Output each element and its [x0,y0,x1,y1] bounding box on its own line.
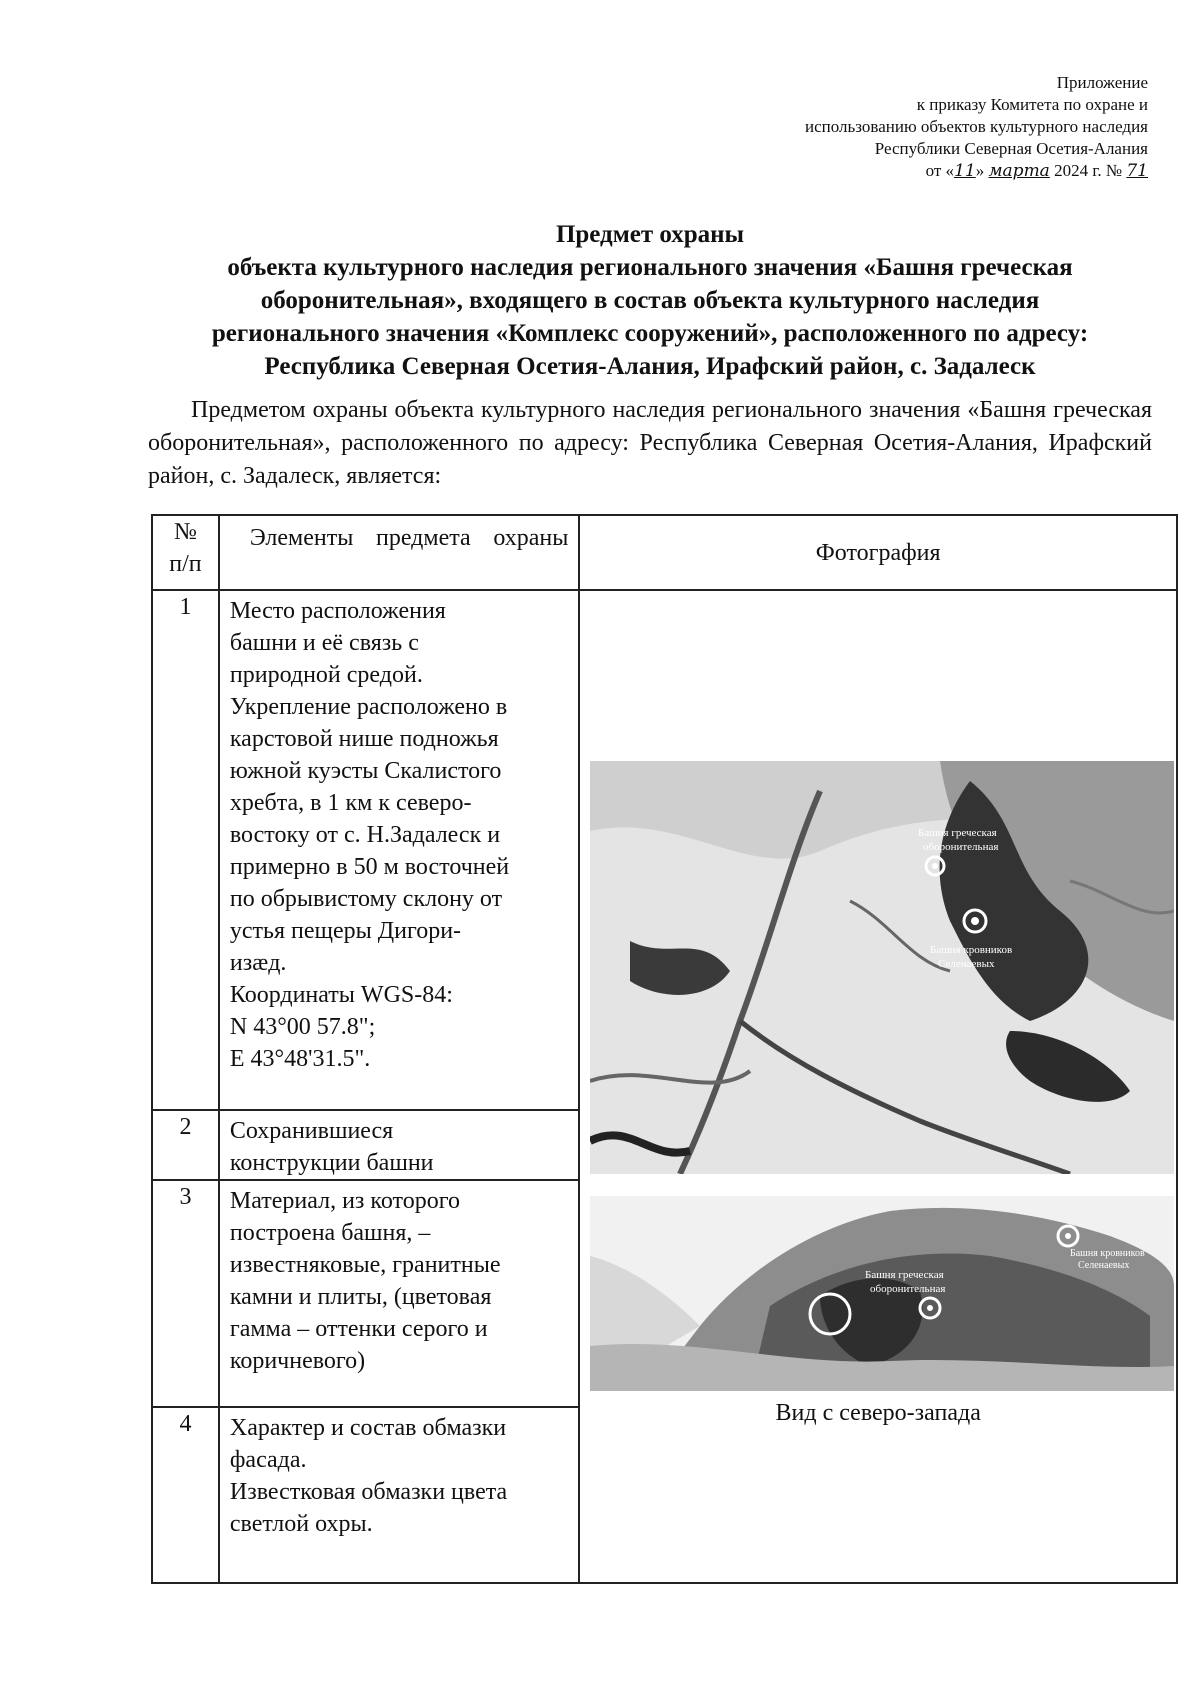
view-label: Башня греческая [865,1269,945,1281]
appendix-line: к приказу Комитета по охране и [916,95,1148,114]
element-line: Координаты WGS-84: [229,982,453,1008]
title-line: регионального значения «Комплекс сооружений», расположенного по адресу: [211,320,1089,347]
header-num-line: № [173,519,197,545]
northwest-view-photo [590,1196,1174,1391]
element-line: устья пещеры Дигори- [229,918,462,944]
order-number: 71 [1126,161,1148,181]
element-line: Характер и состав обмазки [229,1415,507,1441]
element-line: востоку от с. Н.Задалеск и [229,822,501,848]
date-mid: » [975,161,989,180]
protection-table [151,514,1178,1584]
title-line: Республика Северная Осетия-Алания, Ирафский район, с. Задалеск [264,353,1036,380]
element-line: примерно в 50 м восточней [229,854,510,880]
appendix-line: Республики Северная Осетия-Алания [874,139,1148,158]
element-line: башни и её связь с [229,630,419,656]
element-line: камни и плиты, (цветовая [229,1284,492,1310]
view-label: оборонительная [870,1283,946,1295]
element-line: хребта, в 1 км к северо- [229,790,472,816]
element-line: коричневого) [229,1348,366,1374]
element-line: построена башня, – [229,1220,431,1246]
intro-paragraph: Предметом охраны объекта культурного наследия регионального значения «Башня греческая оборонительная», расположенного по адресу: Республика Северная Осетия-Алания, Ирафский район, с. Задалеск, является: [148,397,1152,489]
title-line: объекта культурного наследия регионального значения «Башня греческая [227,254,1073,281]
appendix-header [805,72,1148,182]
appendix-line: использованию объектов культурного наследия [805,117,1148,136]
element-line: Сохранившиеся [229,1118,394,1144]
element-line: Известковая обмазки цвета [229,1479,508,1505]
table-row [152,590,1177,1110]
element-line: конструкции башни [229,1150,434,1176]
element-line: изæд. [229,950,287,976]
element-line: E 43°48'31.5". [229,1046,371,1072]
date-day: 11 [954,161,976,181]
title-line: оборонительная», входящего в состав объекта культурного наследия [260,287,1040,314]
element-line: известняковые, гранитные [229,1252,501,1278]
element-line: южной куэсты Скалистого [229,758,502,784]
map-label: Селенаевых [938,958,995,970]
element-line: Укрепление расположено в [229,694,508,720]
header-num-line: п/п [169,551,202,577]
map-label: Башня кровников [930,944,1013,956]
element-line: природной средой. [229,662,423,688]
row-number: 4 [152,1407,219,1583]
element-line: по обрывистому склону от [229,886,503,912]
element-line: карстовой нише подножья [229,726,499,752]
appendix-line: Приложение [1056,73,1148,92]
date-prefix: от « [925,161,955,180]
element-line: фасада. [229,1447,307,1473]
header-num [152,515,219,590]
row-number: 1 [152,590,219,1110]
element-line: N 43°00 57.8"; [229,1014,376,1040]
location-map-photo [590,761,1174,1174]
date-month: марта [988,161,1050,181]
header-elements: Элементы предмета охраны [219,515,579,590]
view-label: Селенаевых [1078,1260,1130,1271]
photo-cell [579,590,1177,1583]
map-label: оборонительная [923,841,999,853]
element-line: гамма – оттенки серого и [229,1316,488,1342]
map-label: Башня греческая [918,827,998,839]
element-line: Место расположения [229,598,446,624]
row-element [219,1180,579,1407]
title-line: Предмет охраны [555,221,745,248]
view-label: Башня кровников [1070,1248,1146,1259]
element-line: Материал, из которого [229,1188,460,1214]
row-element [219,1407,579,1583]
view-caption: Вид с северо-запада [775,1400,981,1426]
element-line: светлой охры. [229,1511,373,1537]
row-number: 3 [152,1180,219,1407]
date-year: 2024 г. № [1049,161,1127,180]
table-header-row [152,515,1177,590]
row-number: 2 [152,1110,219,1180]
document-title [120,218,1180,383]
order-date-line [805,160,1148,182]
header-photo: Фотография [579,515,1177,590]
row-element [219,1110,579,1180]
row-element [219,590,579,1110]
